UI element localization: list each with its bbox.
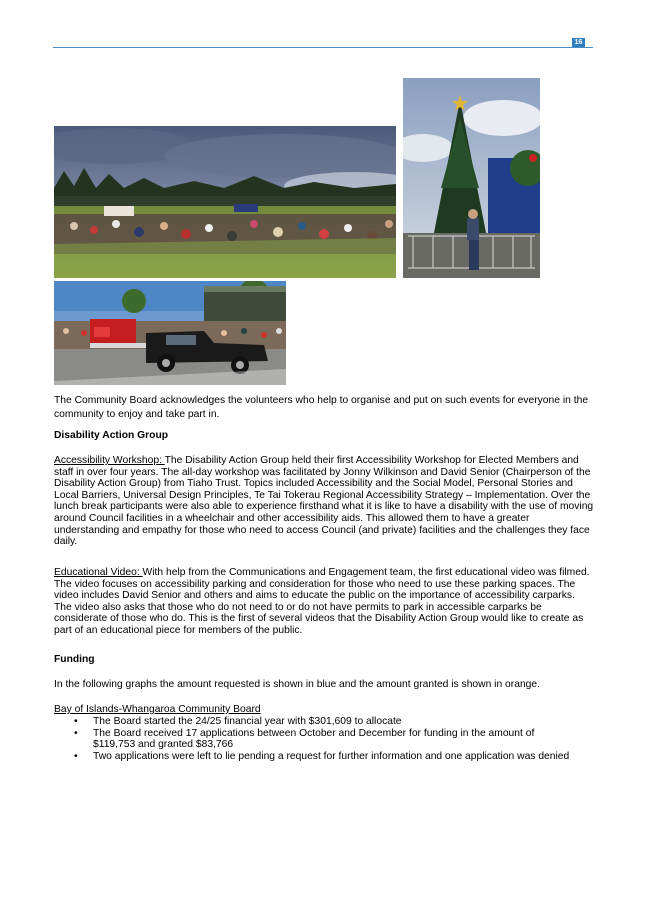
list-item [54, 751, 574, 763]
bullet-icon: • [74, 750, 78, 762]
funding-intro-paragraph: In the following graphs the amount requested is shown in blue and the amount granted is shown in orange. [54, 679, 540, 690]
educational-video-label: Educational Video: [54, 567, 143, 578]
educational-video-paragraph [54, 567, 594, 637]
accessibility-workshop-text: The Disability Action Group held their first Accessibility Workshop for Elected Members and staff in over four years. The all-day workshop was facilitated by Jonny Wilkinson and David Senior (Chairperson of the Disability Action Group) from Tiaho Trust. Topics included Accessibility and the Social Model, Personal Stories and Local Barriers, Universal Design Principles, Te Tai Tokerau Regional Accessibility Strategy – Implementation. Over the lunch break participants were also able to experience firsthand what it is like to have a disability with the use of moving around Council facilities in a wheelchair and other accessibility aids. This allowed them to have a greater understanding and empathy for those who need to access Council (and private) facilities and the challenges they face daily. [54, 455, 594, 548]
funding-bullet-list [54, 716, 574, 762]
accessibility-workshop-paragraph [54, 455, 594, 548]
bullet-icon: • [74, 727, 78, 739]
list-item-text: Two applications were left to lie pending a request for further information and one application was denied [93, 750, 570, 762]
list-item [54, 716, 574, 728]
accessibility-workshop-label: Accessibility Workshop: [54, 455, 165, 466]
acknowledgement-paragraph: The Community Board acknowledges the volunteers who help to organise and put on such events for everyone in the community to enjoy and take part in. [54, 395, 589, 420]
bullet-icon: • [74, 716, 78, 727]
parade-truck-photo [54, 281, 286, 385]
header-rule [53, 47, 593, 48]
educational-video-text: With help from the Communications and Engagement team, the first educational video was filmed. The video focuses on accessibility parking and consideration for those who need to use these parking spaces. The video includes David Senior and others and aims to educate the public on the importance of accessibility carparks. The video also asks that those who do not need to or do not have permits to park in accessible carparks be considerate of those who do. This is the first of several videos that the Disability Action Group would like to create as part of an educational piece for members of the public. [54, 567, 590, 636]
funding-heading: Funding [54, 654, 95, 665]
disability-action-group-heading: Disability Action Group [54, 430, 169, 441]
list-item [54, 728, 574, 751]
list-item-text: The Board received 17 applications between October and December for funding in the amount of $119,753 and granted $83,766 [93, 727, 535, 751]
christmas-tree-photo [403, 78, 540, 278]
crowd-photo [54, 126, 396, 278]
board-subheading: Bay of Islands-Whangaroa Community Board [54, 704, 261, 715]
page-number: 16 [572, 38, 585, 47]
list-item-text: The Board started the 24/25 financial year with $301,609 to allocate [93, 716, 402, 727]
